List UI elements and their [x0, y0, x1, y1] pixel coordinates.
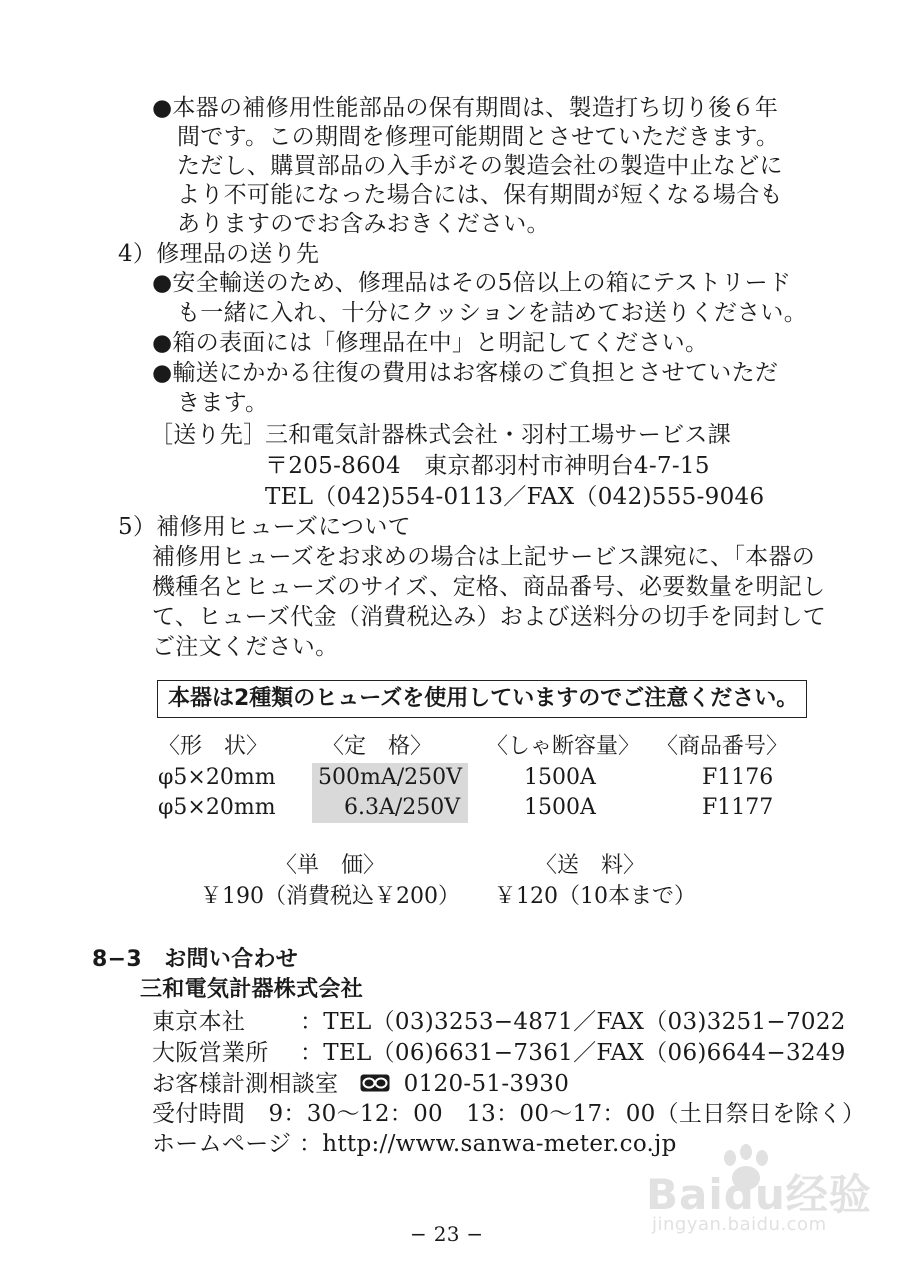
page-number: − 23 −	[410, 1222, 484, 1246]
section5-line-3: て、ヒューズ代金（消費税込み）および送料分の切手を同封して	[152, 604, 827, 630]
fuse-notice-text: 本器は2種類のヒューズを使用していますのでご注意ください。	[168, 686, 799, 711]
fuse-row1-product-number: F1176	[702, 765, 774, 790]
retention-line-3: ただし、購買部品の入手がその製造会社の製造中止などに	[177, 153, 783, 179]
retention-line-1: ●本器の補修用性能部品の保有期間は、製造打ち切り後６年	[152, 95, 779, 121]
section5-line-4: ご注文ください。	[152, 634, 339, 660]
fuse-row2-capacity: 1500A	[524, 795, 596, 820]
retention-line-4: より不可能になった場合には、保有期間が短くなる場合も	[177, 182, 783, 208]
section4-bullet-2: ●箱の表面には「修理品在中」と明記してください。	[152, 330, 709, 356]
fuse-row1-capacity: 1500A	[524, 765, 596, 790]
address-postal: 〒205-8604 東京都羽村市神明台4-7-15	[265, 453, 710, 479]
section4-heading: 4）修理品の送り先	[118, 241, 320, 267]
fuse-notice-box	[157, 680, 807, 718]
watermark-main-text: Baidu经验	[646, 1170, 872, 1219]
address-label: ［送り先］	[150, 422, 267, 448]
retention-line-2: 間です。この期間を修理可能期間とさせていただきます。	[177, 124, 780, 150]
contact-tokyo-value: ：TEL（03)3253−4871／FAX（03)3251−7022	[300, 1009, 846, 1035]
address-tel: TEL（042)554-0113／FAX（042)555-9046	[265, 484, 765, 510]
contact-osaka-label: 大阪営業所	[152, 1040, 269, 1066]
section5-line-2: 機種名とヒューズのサイズ、定格、商品番号、必要数量を明記し	[152, 574, 826, 600]
fuse-row2-shape: φ5×20mm	[158, 795, 276, 820]
section5-line-1: 補修用ヒューズをお求めの場合は上記サービス課宛に、「本器の	[152, 544, 816, 570]
fuse-header-rating: 〈定 格〉	[322, 734, 433, 759]
consult-row	[152, 1069, 569, 1100]
baidu-watermark	[646, 1150, 876, 1240]
section4-bullet-1-cont: も一緒に入れ、十分にクッションを詰めてお送りください。	[177, 300, 808, 326]
price-header-shipping: 〈送 料〉	[535, 853, 646, 878]
fuse-header-product-number: 〈商品番号〉	[656, 734, 789, 759]
price-header-unit: 〈単 価〉	[275, 853, 386, 878]
consult-number: 0120-51-3930	[403, 1071, 570, 1097]
contact-tokyo-label: 東京本社	[152, 1009, 246, 1035]
homepage-label: ホームページ	[152, 1131, 292, 1157]
homepage-link[interactable]: ：http://www.sanwa-meter.co.jp	[298, 1131, 677, 1157]
company-name: 三和電気計器株式会社	[140, 977, 364, 1002]
watermark-url: jingyan.baidu.com	[652, 1214, 827, 1235]
fuse-row2-product-number: F1177	[702, 795, 774, 820]
price-shipping-value: ￥120（10本まで）	[494, 884, 696, 909]
section4-bullet-1: ●安全輸送のため、修理品はその5倍以上の箱にテストリード	[152, 270, 792, 296]
free-dial-icon	[360, 1070, 390, 1100]
section83-heading: 8−3 お問い合わせ	[92, 947, 299, 972]
address-name: 三和電気計器株式会社・羽村工場サービス課	[265, 422, 731, 448]
section4-bullet-3-cont: きます。	[177, 390, 269, 416]
fuse-header-breaking-capacity: 〈しゃ断容量〉	[486, 734, 641, 759]
fuse-row1-rating: 500mA/250V	[318, 765, 463, 790]
section4-bullet-3: ●輸送にかかる往復の費用はお客様のご負担とさせていただ	[152, 360, 779, 386]
contact-osaka-value: ：TEL（06)6631−7361／FAX（06)6644−3249	[300, 1040, 846, 1066]
homepage-row	[152, 1129, 677, 1159]
fuse-header-shape: 〈形 状〉	[158, 734, 269, 759]
fuse-row1-shape: φ5×20mm	[158, 765, 276, 790]
fuse-row2-rating: 6.3A/250V	[344, 795, 461, 820]
section5-heading: 5）補修用ヒューズについて	[118, 514, 411, 540]
retention-line-5: ありますのでお含みおきください。	[177, 211, 550, 237]
business-hours: 受付時間 9：30〜12：00 13：00〜17：00（土日祭日を除く）	[152, 1101, 866, 1127]
price-unit-value: ￥190（消費税込￥200）	[200, 884, 460, 909]
consult-label: お客様計測相談室	[152, 1071, 339, 1097]
